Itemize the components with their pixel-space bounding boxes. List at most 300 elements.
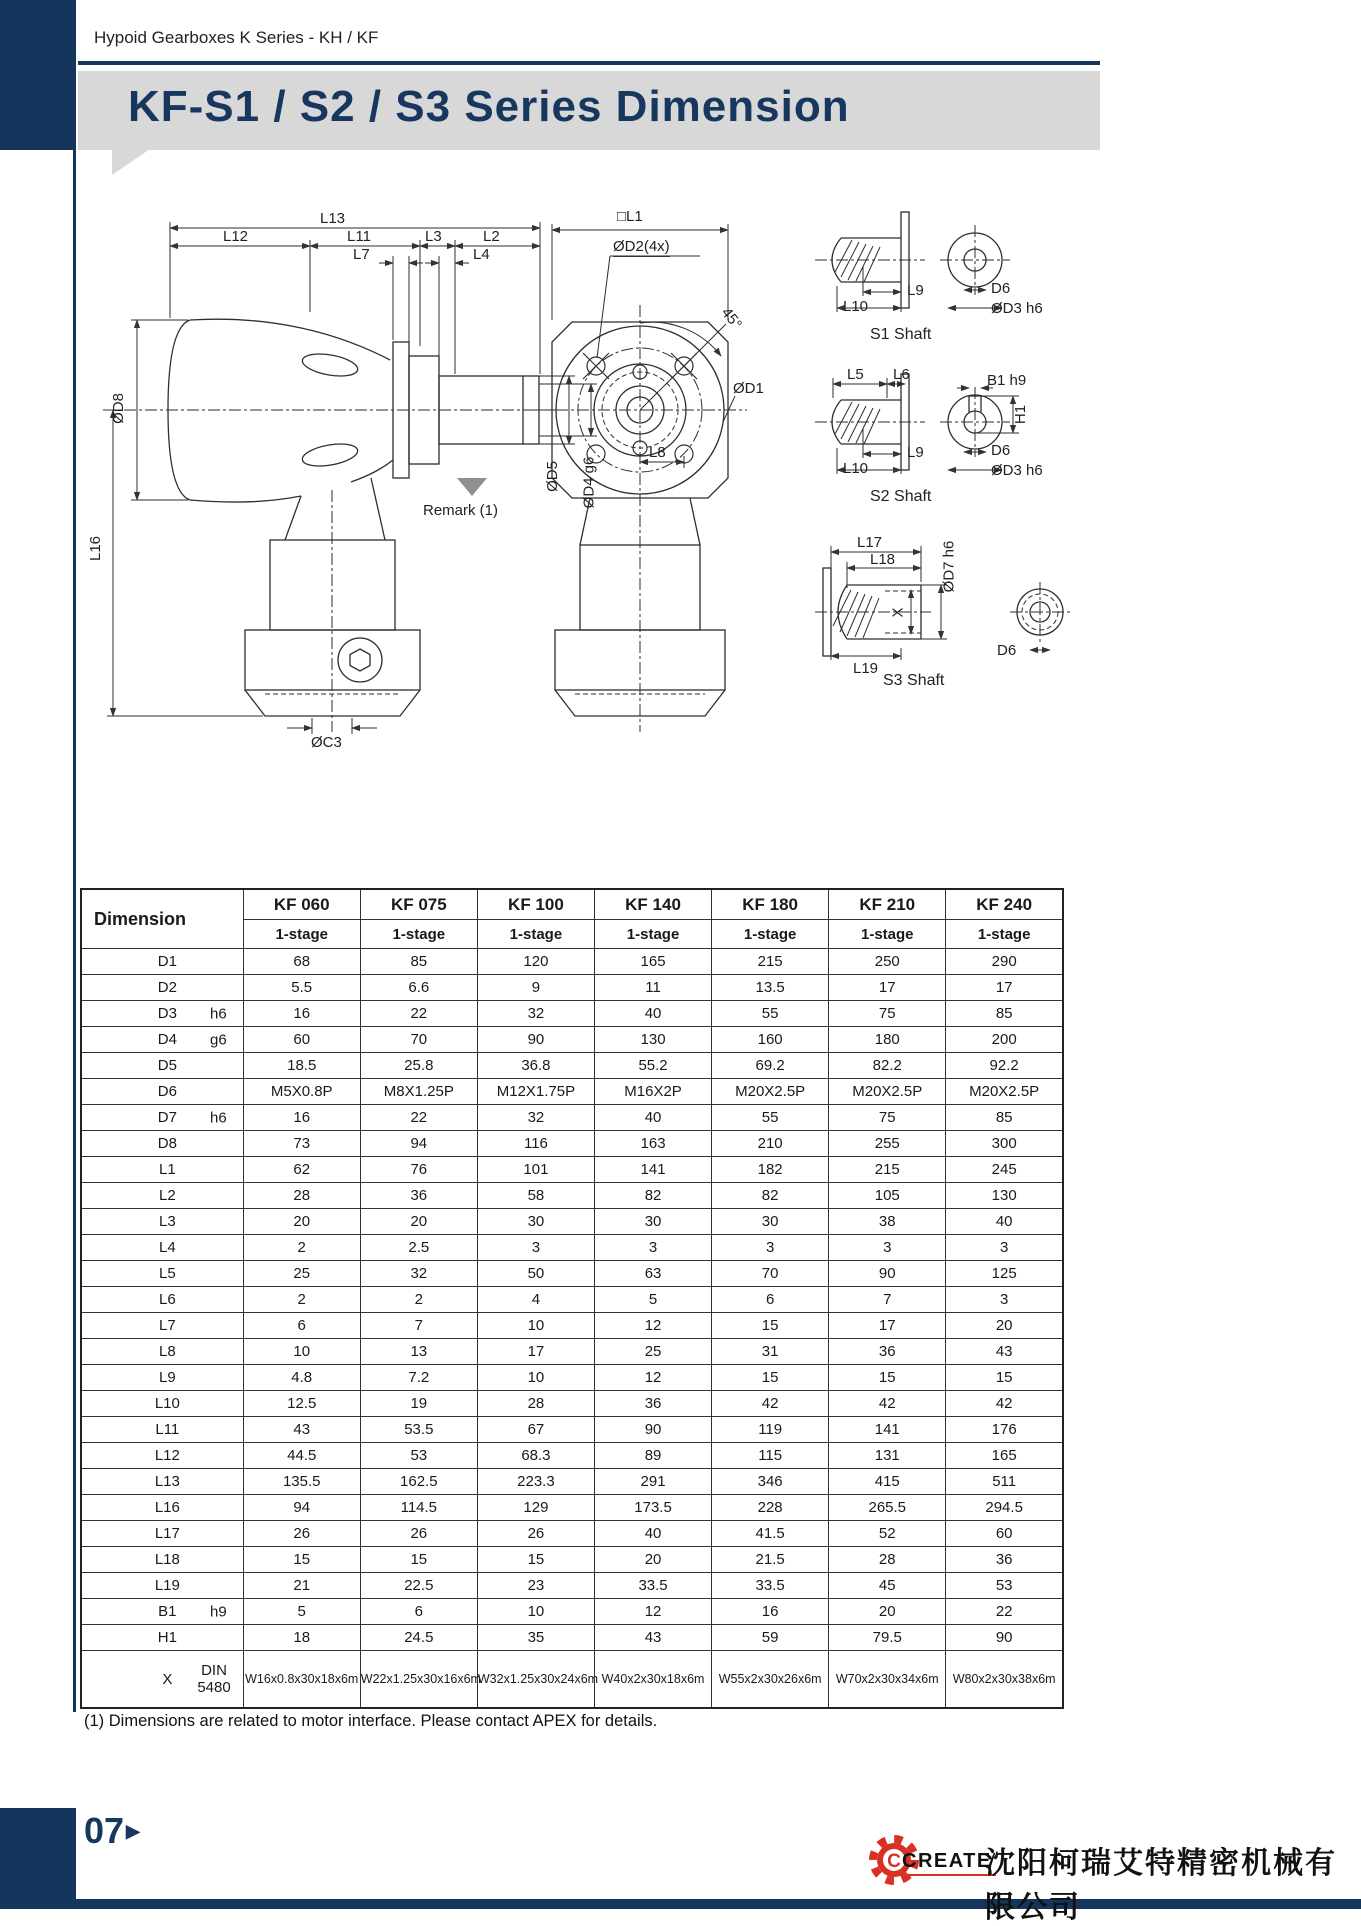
value-cell: 55 bbox=[712, 1001, 829, 1027]
model-header: KF 140 bbox=[594, 889, 711, 920]
value-cell: 125 bbox=[946, 1261, 1063, 1287]
value-cell: 16 bbox=[243, 1105, 360, 1131]
table-row bbox=[81, 1599, 1063, 1625]
value-cell: 3 bbox=[477, 1235, 594, 1261]
value-cell: 90 bbox=[946, 1625, 1063, 1651]
table-row bbox=[81, 1651, 1063, 1709]
table-row bbox=[81, 1521, 1063, 1547]
row-label-cell: D8 bbox=[81, 1131, 243, 1157]
value-cell: 20 bbox=[594, 1547, 711, 1573]
value-cell: 82 bbox=[594, 1183, 711, 1209]
value-cell: 58 bbox=[477, 1183, 594, 1209]
model-header: KF 100 bbox=[477, 889, 594, 920]
value-cell: 75 bbox=[829, 1105, 946, 1131]
value-cell: 53 bbox=[946, 1573, 1063, 1599]
value-cell: 20 bbox=[829, 1599, 946, 1625]
dim-label-l3: L3 bbox=[425, 228, 442, 245]
dim-label-s3-l17: L17 bbox=[857, 534, 883, 551]
stage-header: 1-stage bbox=[243, 920, 360, 949]
value-cell: 85 bbox=[360, 949, 477, 975]
page-number bbox=[84, 1810, 140, 1852]
value-cell: 23 bbox=[477, 1573, 594, 1599]
value-cell: 32 bbox=[360, 1261, 477, 1287]
value-cell: 21 bbox=[243, 1573, 360, 1599]
row-label-cell: L9 bbox=[81, 1365, 243, 1391]
value-cell: 33.5 bbox=[712, 1573, 829, 1599]
dim-label-s3-l18: L18 bbox=[870, 551, 896, 568]
value-cell: 82 bbox=[712, 1183, 829, 1209]
value-cell: 120 bbox=[477, 949, 594, 975]
dim-label-l7: L7 bbox=[353, 246, 370, 263]
technical-drawing-area bbox=[75, 160, 1115, 751]
value-cell: 42 bbox=[712, 1391, 829, 1417]
value-cell: 40 bbox=[946, 1209, 1063, 1235]
value-cell: 59 bbox=[712, 1625, 829, 1651]
value-cell: 130 bbox=[946, 1183, 1063, 1209]
dim-label-s1-l9: L9 bbox=[907, 282, 924, 299]
value-cell: M20X2.5P bbox=[829, 1079, 946, 1105]
value-cell: 215 bbox=[712, 949, 829, 975]
value-cell: 20 bbox=[360, 1209, 477, 1235]
value-cell: 291 bbox=[594, 1469, 711, 1495]
row-label-cell: D3 h6 bbox=[81, 1001, 243, 1027]
corner-accent-block bbox=[0, 0, 76, 150]
value-cell: 40 bbox=[594, 1105, 711, 1131]
value-cell: 89 bbox=[594, 1443, 711, 1469]
value-cell: 73 bbox=[243, 1131, 360, 1157]
value-cell: 19 bbox=[360, 1391, 477, 1417]
value-cell: 53.5 bbox=[360, 1417, 477, 1443]
value-cell: 90 bbox=[594, 1417, 711, 1443]
row-label-cell: L4 bbox=[81, 1235, 243, 1261]
stage-header: 1-stage bbox=[360, 920, 477, 949]
value-cell: 2 bbox=[243, 1287, 360, 1313]
value-cell: 119 bbox=[712, 1417, 829, 1443]
value-cell: 4 bbox=[477, 1287, 594, 1313]
value-cell: 15 bbox=[712, 1365, 829, 1391]
value-cell: 94 bbox=[243, 1495, 360, 1521]
value-cell: 53 bbox=[360, 1443, 477, 1469]
value-cell: 15 bbox=[360, 1547, 477, 1573]
table-row bbox=[81, 1469, 1063, 1495]
value-cell: 294.5 bbox=[946, 1495, 1063, 1521]
value-cell: M8X1.25P bbox=[360, 1079, 477, 1105]
value-cell: 160 bbox=[712, 1027, 829, 1053]
value-cell: 41.5 bbox=[712, 1521, 829, 1547]
value-cell: 12 bbox=[594, 1599, 711, 1625]
dimension-header-cell: Dimension bbox=[81, 889, 243, 949]
value-cell: 17 bbox=[829, 1313, 946, 1339]
value-cell: 210 bbox=[712, 1131, 829, 1157]
value-cell: 265.5 bbox=[829, 1495, 946, 1521]
dim-label-l12: L12 bbox=[223, 228, 249, 245]
value-cell: 2.5 bbox=[360, 1235, 477, 1261]
value-cell: 17 bbox=[946, 975, 1063, 1001]
value-cell: 415 bbox=[829, 1469, 946, 1495]
row-label-cell: L11 bbox=[81, 1417, 243, 1443]
value-cell: 26 bbox=[477, 1521, 594, 1547]
value-cell: M12X1.75P bbox=[477, 1079, 594, 1105]
dim-label-s1-l10: L10 bbox=[843, 298, 869, 315]
table-row bbox=[81, 1417, 1063, 1443]
value-cell: 10 bbox=[477, 1365, 594, 1391]
value-cell: 3 bbox=[594, 1235, 711, 1261]
value-cell: W16x0.8x30x18x6m bbox=[243, 1651, 360, 1709]
value-cell: M5X0.8P bbox=[243, 1079, 360, 1105]
value-cell: 55.2 bbox=[594, 1053, 711, 1079]
value-cell: 45 bbox=[829, 1573, 946, 1599]
value-cell: 52 bbox=[829, 1521, 946, 1547]
value-cell: 42 bbox=[829, 1391, 946, 1417]
value-cell: W80x2x30x38x6m bbox=[946, 1651, 1063, 1709]
value-cell: M20X2.5P bbox=[946, 1079, 1063, 1105]
value-cell: W70x2x30x34x6m bbox=[829, 1651, 946, 1709]
value-cell: 82.2 bbox=[829, 1053, 946, 1079]
dimension-table-body bbox=[81, 949, 1063, 1709]
value-cell: 15 bbox=[243, 1547, 360, 1573]
value-cell: 22 bbox=[360, 1001, 477, 1027]
value-cell: 43 bbox=[594, 1625, 711, 1651]
table-row bbox=[81, 1209, 1063, 1235]
value-cell: 40 bbox=[594, 1001, 711, 1027]
row-label-cell: L6 bbox=[81, 1287, 243, 1313]
company-name: 沈阳柯瑞艾特精密机械有限公司 bbox=[985, 1847, 1337, 1924]
value-cell: 17 bbox=[477, 1339, 594, 1365]
row-label-cell: L12 bbox=[81, 1443, 243, 1469]
value-cell: 3 bbox=[946, 1287, 1063, 1313]
value-cell: 135.5 bbox=[243, 1469, 360, 1495]
value-cell: 30 bbox=[712, 1209, 829, 1235]
dim-label-s3-x: X bbox=[889, 607, 907, 618]
value-cell: 6.6 bbox=[360, 975, 477, 1001]
value-cell: 215 bbox=[829, 1157, 946, 1183]
value-cell: 116 bbox=[477, 1131, 594, 1157]
row-label-cell: X DIN 5480 bbox=[81, 1651, 243, 1709]
value-cell: W40x2x30x18x6m bbox=[594, 1651, 711, 1709]
value-cell: 63 bbox=[594, 1261, 711, 1287]
dim-label-45deg: 45° bbox=[717, 304, 746, 333]
table-row bbox=[81, 1547, 1063, 1573]
value-cell: 10 bbox=[477, 1313, 594, 1339]
dim-label-s3-l19: L19 bbox=[853, 660, 879, 677]
value-cell: 26 bbox=[360, 1521, 477, 1547]
row-label-cell: D6 bbox=[81, 1079, 243, 1105]
dim-label-d4: ØD4 g6 bbox=[580, 456, 598, 509]
model-header: KF 240 bbox=[946, 889, 1063, 920]
value-cell: 17 bbox=[829, 975, 946, 1001]
value-cell: 18.5 bbox=[243, 1053, 360, 1079]
value-cell: 15 bbox=[946, 1365, 1063, 1391]
value-cell: 13.5 bbox=[712, 975, 829, 1001]
value-cell: 36 bbox=[360, 1183, 477, 1209]
value-cell: 36 bbox=[829, 1339, 946, 1365]
page-number-arrow-icon: ▶ bbox=[126, 1821, 140, 1841]
model-header: KF 060 bbox=[243, 889, 360, 920]
table-row bbox=[81, 1495, 1063, 1521]
value-cell: 16 bbox=[243, 1001, 360, 1027]
stage-header: 1-stage bbox=[477, 920, 594, 949]
value-cell: 69.2 bbox=[712, 1053, 829, 1079]
value-cell: 75 bbox=[829, 1001, 946, 1027]
value-cell: 228 bbox=[712, 1495, 829, 1521]
value-cell: 21.5 bbox=[712, 1547, 829, 1573]
value-cell: 12 bbox=[594, 1365, 711, 1391]
table-row bbox=[81, 1079, 1063, 1105]
dim-label-s2-l9: L9 bbox=[907, 444, 924, 461]
value-cell: 44.5 bbox=[243, 1443, 360, 1469]
value-cell: 30 bbox=[477, 1209, 594, 1235]
dim-label-s3-d7: ØD7 h6 bbox=[940, 540, 958, 593]
table-row bbox=[81, 1235, 1063, 1261]
value-cell: 16 bbox=[712, 1599, 829, 1625]
row-label-cell: H1 bbox=[81, 1625, 243, 1651]
value-cell: 15 bbox=[712, 1313, 829, 1339]
table-row bbox=[81, 1261, 1063, 1287]
dim-label-d8: ØD8 bbox=[109, 393, 127, 424]
footnote: (1) Dimensions are related to motor interface. Please contact APEX for details. bbox=[84, 1712, 658, 1730]
value-cell: 10 bbox=[243, 1339, 360, 1365]
value-cell: 36.8 bbox=[477, 1053, 594, 1079]
value-cell: 15 bbox=[829, 1365, 946, 1391]
dim-label-s1-d6: D6 bbox=[991, 280, 1011, 297]
value-cell: 3 bbox=[829, 1235, 946, 1261]
table-row bbox=[81, 1157, 1063, 1183]
value-cell: 141 bbox=[594, 1157, 711, 1183]
value-cell: 129 bbox=[477, 1495, 594, 1521]
stage-header: 1-stage bbox=[946, 920, 1063, 949]
value-cell: 11 bbox=[594, 975, 711, 1001]
value-cell: 42 bbox=[946, 1391, 1063, 1417]
value-cell: W55x2x30x26x6m bbox=[712, 1651, 829, 1709]
value-cell: 79.5 bbox=[829, 1625, 946, 1651]
table-row bbox=[81, 1131, 1063, 1157]
table-row bbox=[81, 1391, 1063, 1417]
row-label-cell: L8 bbox=[81, 1339, 243, 1365]
table-row bbox=[81, 1443, 1063, 1469]
value-cell: 90 bbox=[829, 1261, 946, 1287]
value-cell: 43 bbox=[243, 1417, 360, 1443]
value-cell: 22 bbox=[946, 1599, 1063, 1625]
stage-header: 1-stage bbox=[712, 920, 829, 949]
value-cell: 28 bbox=[243, 1183, 360, 1209]
row-label-cell: L16 bbox=[81, 1495, 243, 1521]
dim-label-box-l1: □L1 bbox=[617, 208, 643, 225]
svg-text:C: C bbox=[887, 1851, 901, 1872]
value-cell: 115 bbox=[712, 1443, 829, 1469]
dim-label-s2-l5: L5 bbox=[847, 366, 864, 383]
dim-label-s1-d3: ØD3 h6 bbox=[991, 300, 1043, 317]
value-cell: 12 bbox=[594, 1313, 711, 1339]
value-cell: 180 bbox=[829, 1027, 946, 1053]
value-cell: 25.8 bbox=[360, 1053, 477, 1079]
value-cell: 101 bbox=[477, 1157, 594, 1183]
value-cell: 173.5 bbox=[594, 1495, 711, 1521]
s2-shaft-caption: S2 Shaft bbox=[870, 488, 932, 505]
value-cell: 130 bbox=[594, 1027, 711, 1053]
value-cell: 38 bbox=[829, 1209, 946, 1235]
model-header: KF 210 bbox=[829, 889, 946, 920]
model-header: KF 180 bbox=[712, 889, 829, 920]
value-cell: 200 bbox=[946, 1027, 1063, 1053]
row-label-cell: L5 bbox=[81, 1261, 243, 1287]
table-row bbox=[81, 1105, 1063, 1131]
value-cell: 28 bbox=[829, 1547, 946, 1573]
dim-label-s2-l10: L10 bbox=[843, 460, 869, 477]
value-cell: 6 bbox=[360, 1599, 477, 1625]
value-cell: 105 bbox=[829, 1183, 946, 1209]
value-cell: 12.5 bbox=[243, 1391, 360, 1417]
value-cell: 5 bbox=[243, 1599, 360, 1625]
value-cell: 36 bbox=[946, 1547, 1063, 1573]
value-cell: 90 bbox=[477, 1027, 594, 1053]
dimension-table-head bbox=[81, 889, 1063, 949]
value-cell: 85 bbox=[946, 1001, 1063, 1027]
table-row bbox=[81, 1027, 1063, 1053]
dim-label-l11: L11 bbox=[347, 228, 371, 245]
dim-label-d2: ØD2(4x) bbox=[613, 238, 670, 255]
table-row bbox=[81, 1183, 1063, 1209]
value-cell: 6 bbox=[243, 1313, 360, 1339]
value-cell: 33.5 bbox=[594, 1573, 711, 1599]
table-row bbox=[81, 975, 1063, 1001]
value-cell: 60 bbox=[946, 1521, 1063, 1547]
row-label-cell: D7 h6 bbox=[81, 1105, 243, 1131]
dim-label-d1: ØD1 bbox=[733, 380, 764, 397]
table-row bbox=[81, 1313, 1063, 1339]
value-cell: 18 bbox=[243, 1625, 360, 1651]
value-cell: 114.5 bbox=[360, 1495, 477, 1521]
value-cell: 9 bbox=[477, 975, 594, 1001]
stage-header: 1-stage bbox=[829, 920, 946, 949]
table-row bbox=[81, 1339, 1063, 1365]
value-cell: 7 bbox=[829, 1287, 946, 1313]
row-label-cell: D1 bbox=[81, 949, 243, 975]
value-cell: 2 bbox=[243, 1235, 360, 1261]
value-cell: W32x1.25x30x24x6m bbox=[477, 1651, 594, 1709]
value-cell: 70 bbox=[712, 1261, 829, 1287]
value-cell: 5 bbox=[594, 1287, 711, 1313]
value-cell: 245 bbox=[946, 1157, 1063, 1183]
value-cell: 94 bbox=[360, 1131, 477, 1157]
value-cell: 182 bbox=[712, 1157, 829, 1183]
value-cell: 176 bbox=[946, 1417, 1063, 1443]
row-label-cell: L18 bbox=[81, 1547, 243, 1573]
page-number-value: 07 bbox=[84, 1810, 125, 1851]
dim-label-remark: Remark (1) bbox=[423, 502, 499, 519]
value-cell: 20 bbox=[946, 1313, 1063, 1339]
value-cell: 3 bbox=[712, 1235, 829, 1261]
table-row bbox=[81, 1001, 1063, 1027]
dim-label-s3-d6: D6 bbox=[997, 642, 1017, 659]
value-cell: 35 bbox=[477, 1625, 594, 1651]
value-cell: 3 bbox=[946, 1235, 1063, 1261]
value-cell: 31 bbox=[712, 1339, 829, 1365]
value-cell: 290 bbox=[946, 949, 1063, 975]
dim-label-s2-d6: D6 bbox=[991, 442, 1011, 459]
value-cell: 22 bbox=[360, 1105, 477, 1131]
value-cell: 511 bbox=[946, 1469, 1063, 1495]
dim-label-l2: L2 bbox=[483, 228, 500, 245]
dim-label-l8: L8 bbox=[649, 444, 666, 461]
value-cell: 7.2 bbox=[360, 1365, 477, 1391]
row-label-cell: L13 bbox=[81, 1469, 243, 1495]
page-title: KF-S1 / S2 / S3 Series Dimension bbox=[128, 82, 850, 131]
s1-shaft-caption: S1 Shaft bbox=[870, 326, 932, 343]
value-cell: 6 bbox=[712, 1287, 829, 1313]
dim-label-l16: L16 bbox=[87, 535, 105, 562]
value-cell: M20X2.5P bbox=[712, 1079, 829, 1105]
dim-label-s2-l6: L6 bbox=[893, 366, 910, 383]
value-cell: 50 bbox=[477, 1261, 594, 1287]
value-cell: 300 bbox=[946, 1131, 1063, 1157]
value-cell: 68 bbox=[243, 949, 360, 975]
row-label-cell: D2 bbox=[81, 975, 243, 1001]
table-row bbox=[81, 1365, 1063, 1391]
value-cell: 32 bbox=[477, 1001, 594, 1027]
value-cell: 24.5 bbox=[360, 1625, 477, 1651]
value-cell: 70 bbox=[360, 1027, 477, 1053]
value-cell: 163 bbox=[594, 1131, 711, 1157]
dim-label-d5: ØD5 bbox=[543, 461, 561, 492]
row-label-cell: D4 g6 bbox=[81, 1027, 243, 1053]
value-cell: 26 bbox=[243, 1521, 360, 1547]
value-cell: 67 bbox=[477, 1417, 594, 1443]
value-cell: 7 bbox=[360, 1313, 477, 1339]
value-cell: 68.3 bbox=[477, 1443, 594, 1469]
dimension-table bbox=[80, 888, 1064, 1709]
value-cell: 60 bbox=[243, 1027, 360, 1053]
footer-accent-block bbox=[0, 1808, 76, 1900]
row-label-cell: L1 bbox=[81, 1157, 243, 1183]
value-cell: 20 bbox=[243, 1209, 360, 1235]
s3-shaft-caption: S3 Shaft bbox=[883, 672, 945, 689]
value-cell: 43 bbox=[946, 1339, 1063, 1365]
value-cell: 141 bbox=[829, 1417, 946, 1443]
value-cell: 85 bbox=[946, 1105, 1063, 1131]
table-row bbox=[81, 1573, 1063, 1599]
value-cell: 13 bbox=[360, 1339, 477, 1365]
dim-label-s2-b1: B1 h9 bbox=[987, 372, 1027, 389]
value-cell: 62 bbox=[243, 1157, 360, 1183]
value-cell: 32 bbox=[477, 1105, 594, 1131]
value-cell: 28 bbox=[477, 1391, 594, 1417]
value-cell: 346 bbox=[712, 1469, 829, 1495]
model-header: KF 075 bbox=[360, 889, 477, 920]
value-cell: 25 bbox=[594, 1339, 711, 1365]
value-cell: 36 bbox=[594, 1391, 711, 1417]
table-row bbox=[81, 1625, 1063, 1651]
row-label-cell: L10 bbox=[81, 1391, 243, 1417]
value-cell: 15 bbox=[477, 1547, 594, 1573]
row-label-cell: L19 bbox=[81, 1573, 243, 1599]
dim-label-c3: ØC3 bbox=[311, 734, 342, 751]
value-cell: 22.5 bbox=[360, 1573, 477, 1599]
dim-label-s2-d3: ØD3 h6 bbox=[991, 462, 1043, 479]
value-cell: M16X2P bbox=[594, 1079, 711, 1105]
row-label-cell: L2 bbox=[81, 1183, 243, 1209]
row-label-cell: L7 bbox=[81, 1313, 243, 1339]
value-cell: 40 bbox=[594, 1521, 711, 1547]
value-cell: 131 bbox=[829, 1443, 946, 1469]
logo-text: CREATE bbox=[898, 1850, 996, 1876]
table-row bbox=[81, 1287, 1063, 1313]
value-cell: 92.2 bbox=[946, 1053, 1063, 1079]
technical-drawing bbox=[75, 160, 1115, 738]
value-cell: 2 bbox=[360, 1287, 477, 1313]
value-cell: 165 bbox=[594, 949, 711, 975]
value-cell: 255 bbox=[829, 1131, 946, 1157]
table-row bbox=[81, 949, 1063, 975]
